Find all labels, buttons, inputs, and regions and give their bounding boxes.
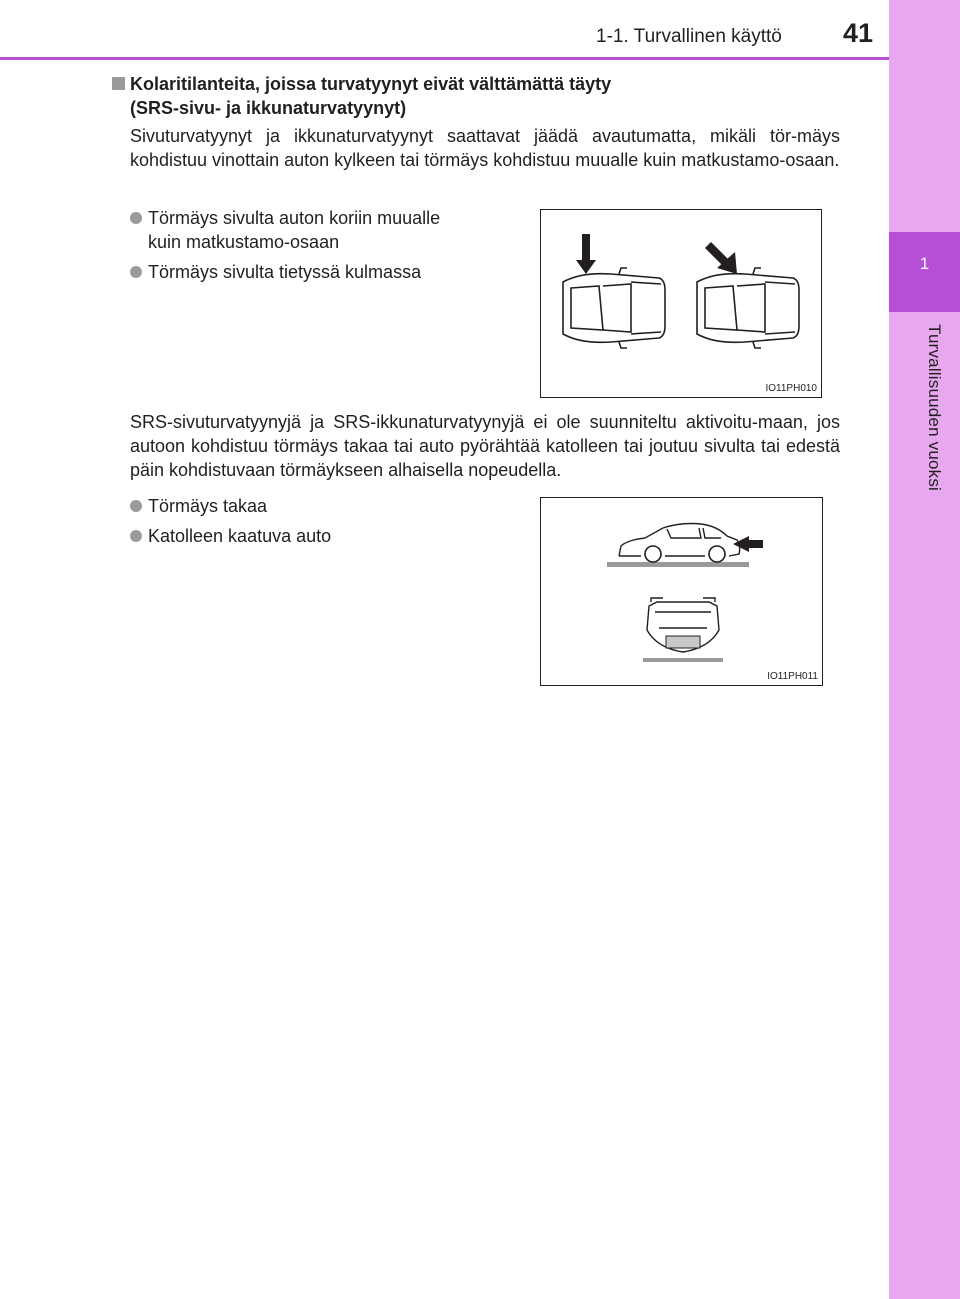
chapter-label: Turvallisuuden vuoksi <box>925 324 944 492</box>
heading-line-2: (SRS-sivu- ja ikkunaturvatyynyt) <box>130 98 407 118</box>
header-divider <box>0 57 889 60</box>
bullet-text: Törmäys sivulta tietyssä kulmassa <box>148 262 422 282</box>
rear-rollover-illustration <box>541 498 822 685</box>
chapter-number: 1 <box>919 254 930 273</box>
bullet-item <box>130 260 421 284</box>
side-tab <box>889 0 960 1299</box>
figure-rear-rollover <box>540 497 823 686</box>
page-number: 41 <box>843 18 874 48</box>
section-heading <box>112 72 611 120</box>
bullet-item <box>130 494 267 518</box>
bullet-item <box>130 206 440 254</box>
figure-code: IO11PH011 <box>767 671 818 682</box>
figure-side-impact <box>540 209 822 398</box>
bullet-text: Katolleen kaatuva auto <box>148 526 332 546</box>
note-paragraph: SRS-sivuturvatyynyjä ja SRS-ikkunaturvatyynyjä ei ole suunniteltu aktivoitu-maan, jos autoon kohdistuu törmäys takaa tai auto pyörähtää katolleen tai joutuu sivulta tai edestä päin kohdistuvaan törmäykseen alhaisella nopeudella. <box>130 412 840 480</box>
bullet-dot-icon <box>130 500 142 512</box>
bullet-text: Törmäys takaa <box>148 496 268 516</box>
bullet-text: Törmäys sivulta auton koriin muualle <box>148 208 441 228</box>
figure-code: IO11PH010 <box>765 383 817 394</box>
bullet-dot-icon <box>130 266 142 278</box>
intro-paragraph: Sivuturvatyynyt ja ikkunaturvatyynyt saattavat jäädä avautumatta, mikäli tör-mäys kohdistuu vinottain auton kylkeen tai törmäys kohdistuu muualle kuin matkustamo-osaan. <box>130 126 840 170</box>
bullet-item <box>130 524 331 548</box>
heading-line-1: Kolaritilanteita, joissa turvatyynyt eivät välttämättä täyty <box>130 74 612 94</box>
bullet-dot-icon <box>130 212 142 224</box>
section-title: 1-1. Turvallinen käyttö <box>596 26 782 47</box>
bullet-text-line-2: kuin matkustamo-osaan <box>148 232 340 252</box>
square-bullet-icon <box>112 77 125 90</box>
side-impact-illustration <box>541 210 821 397</box>
bullet-dot-icon <box>130 530 142 542</box>
